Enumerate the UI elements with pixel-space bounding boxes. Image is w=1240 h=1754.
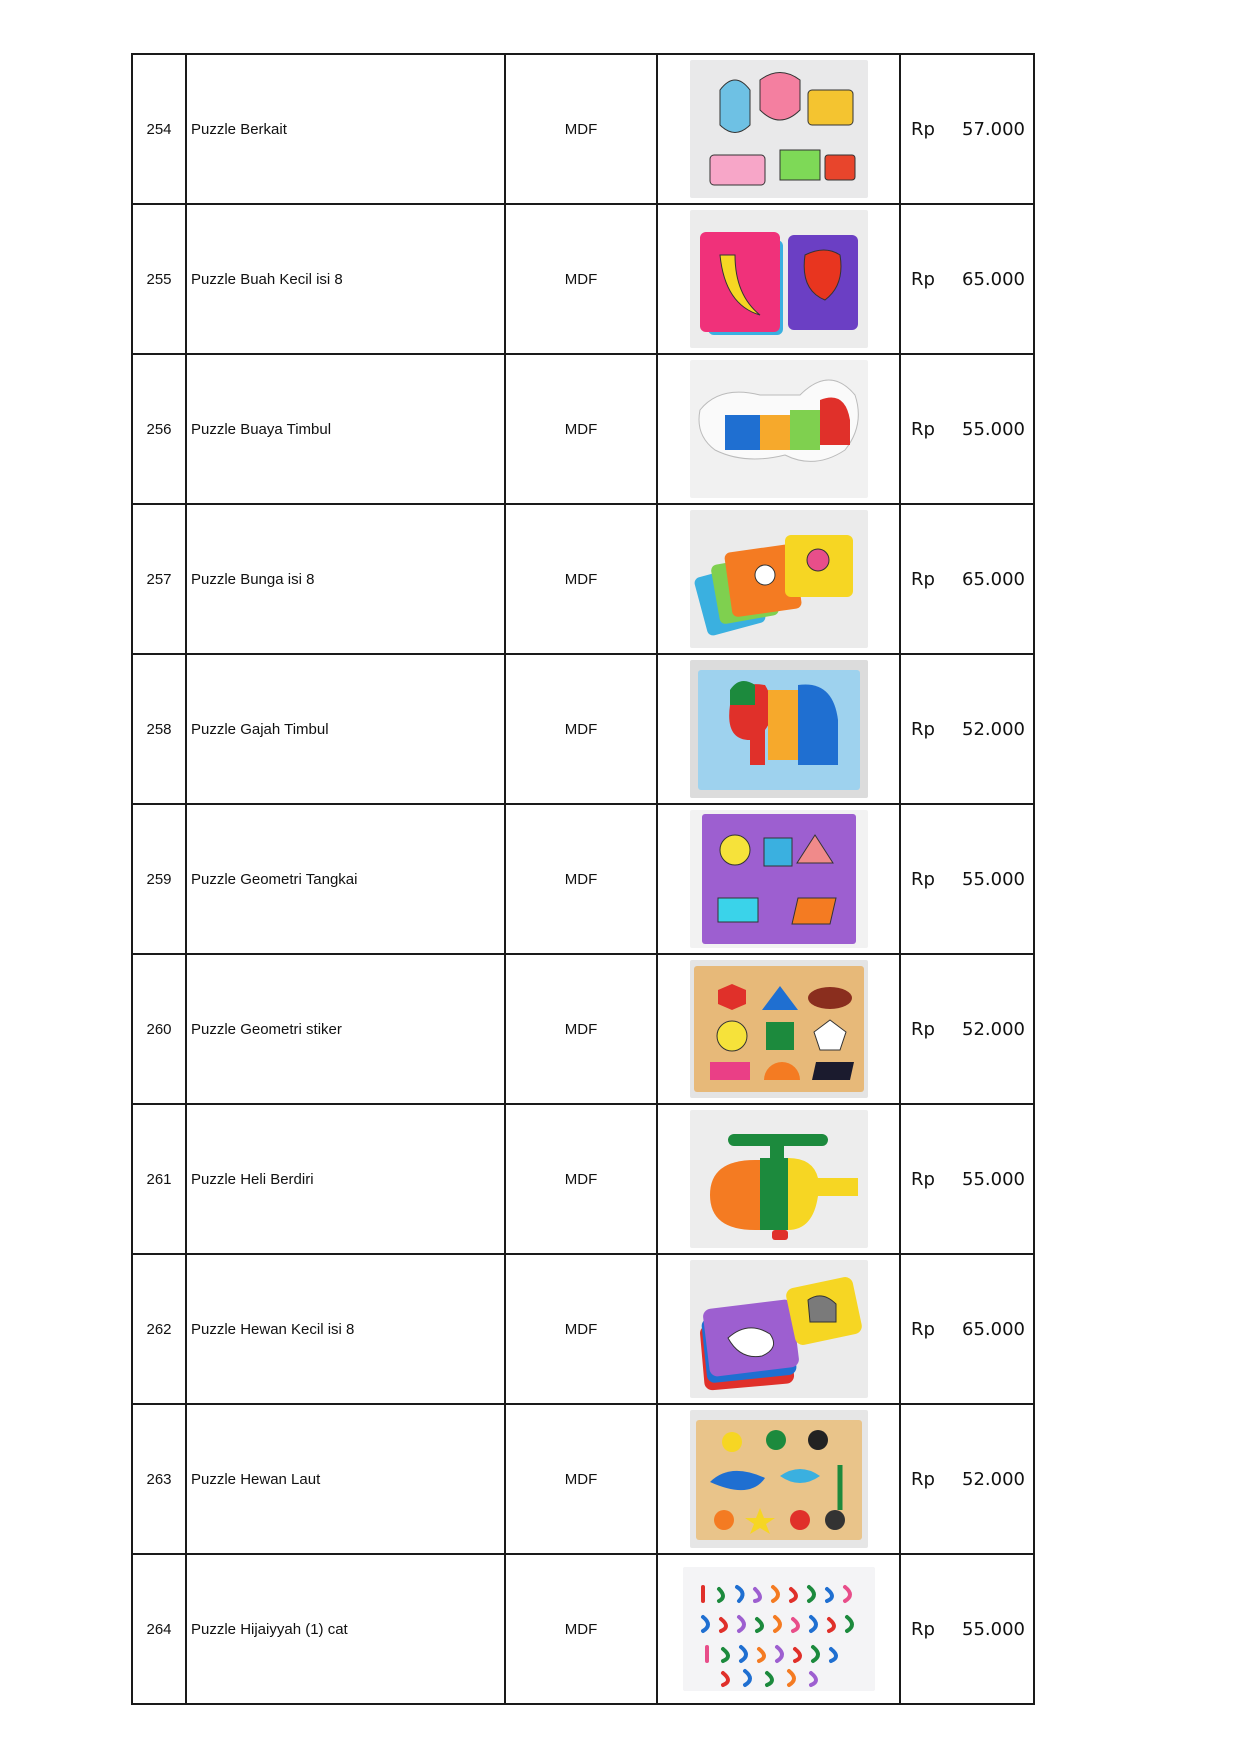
sea-animal-puzzle-image <box>690 1410 868 1548</box>
currency-label: Rp <box>911 868 935 890</box>
currency-label: Rp <box>911 418 935 440</box>
item-material: MDF <box>505 1254 657 1404</box>
hijaiyyah-letter-puzzle-image <box>683 1567 875 1691</box>
item-material: MDF <box>505 1104 657 1254</box>
item-price: 52.000 <box>962 1018 1025 1040</box>
geometry-knob-puzzle-image <box>690 810 868 948</box>
item-material: MDF <box>505 1404 657 1554</box>
item-name: Puzzle Buah Kecil isi 8 <box>186 204 505 354</box>
currency-label: Rp <box>911 268 935 290</box>
item-price: 55.000 <box>962 418 1025 440</box>
table-row <box>132 354 1034 504</box>
fruit-card-puzzle-image <box>690 210 868 348</box>
item-material: MDF <box>505 204 657 354</box>
item-name: Puzzle Bunga isi 8 <box>186 504 505 654</box>
item-name: Puzzle Hewan Kecil isi 8 <box>186 1254 505 1404</box>
item-number: 254 <box>132 54 186 204</box>
item-material: MDF <box>505 1554 657 1704</box>
item-price: 55.000 <box>962 868 1025 890</box>
currency-label: Rp <box>911 1618 935 1640</box>
item-price: 65.000 <box>962 568 1025 590</box>
currency-label: Rp <box>911 1318 935 1340</box>
item-price: 65.000 <box>962 268 1025 290</box>
item-price: 55.000 <box>962 1618 1025 1640</box>
table-row <box>132 954 1034 1104</box>
item-material: MDF <box>505 804 657 954</box>
table-row <box>132 1254 1034 1404</box>
item-number: 259 <box>132 804 186 954</box>
item-price: 52.000 <box>962 718 1025 740</box>
fruit-vehicle-puzzle-image <box>690 60 868 198</box>
item-number: 263 <box>132 1404 186 1554</box>
item-number: 257 <box>132 504 186 654</box>
helicopter-puzzle-image <box>690 1110 868 1248</box>
item-number: 264 <box>132 1554 186 1704</box>
item-price: 65.000 <box>962 1318 1025 1340</box>
currency-label: Rp <box>911 718 935 740</box>
currency-label: Rp <box>911 1168 935 1190</box>
table-row <box>132 1554 1034 1704</box>
item-name: Puzzle Hewan Laut <box>186 1404 505 1554</box>
item-number: 261 <box>132 1104 186 1254</box>
flower-card-puzzle-image <box>690 510 868 648</box>
item-price: 52.000 <box>962 1468 1025 1490</box>
item-material: MDF <box>505 654 657 804</box>
item-name: Puzzle Buaya Timbul <box>186 354 505 504</box>
crocodile-puzzle-image <box>690 360 868 498</box>
item-number: 258 <box>132 654 186 804</box>
product-table <box>131 53 1035 1705</box>
currency-label: Rp <box>911 118 935 140</box>
item-material: MDF <box>505 354 657 504</box>
table-row <box>132 654 1034 804</box>
currency-label: Rp <box>911 1468 935 1490</box>
table-row <box>132 1404 1034 1554</box>
item-number: 262 <box>132 1254 186 1404</box>
elephant-puzzle-image <box>690 660 868 798</box>
table-row <box>132 1104 1034 1254</box>
table-row <box>132 804 1034 954</box>
item-name: Puzzle Gajah Timbul <box>186 654 505 804</box>
geometry-sticker-puzzle-image <box>690 960 868 1098</box>
item-name: Puzzle Hijaiyyah (1) cat <box>186 1554 505 1704</box>
item-name: Puzzle Geometri Tangkai <box>186 804 505 954</box>
currency-label: Rp <box>911 568 935 590</box>
item-material: MDF <box>505 54 657 204</box>
table-row <box>132 54 1034 204</box>
item-price: 55.000 <box>962 1168 1025 1190</box>
table-row <box>132 204 1034 354</box>
animal-card-puzzle-image <box>690 1260 868 1398</box>
item-number: 255 <box>132 204 186 354</box>
item-name: Puzzle Heli Berdiri <box>186 1104 505 1254</box>
currency-label: Rp <box>911 1018 935 1040</box>
item-number: 260 <box>132 954 186 1104</box>
item-number: 256 <box>132 354 186 504</box>
table-row <box>132 504 1034 654</box>
item-material: MDF <box>505 504 657 654</box>
item-price: 57.000 <box>962 118 1025 140</box>
item-name: Puzzle Geometri stiker <box>186 954 505 1104</box>
item-material: MDF <box>505 954 657 1104</box>
item-name: Puzzle Berkait <box>186 54 505 204</box>
